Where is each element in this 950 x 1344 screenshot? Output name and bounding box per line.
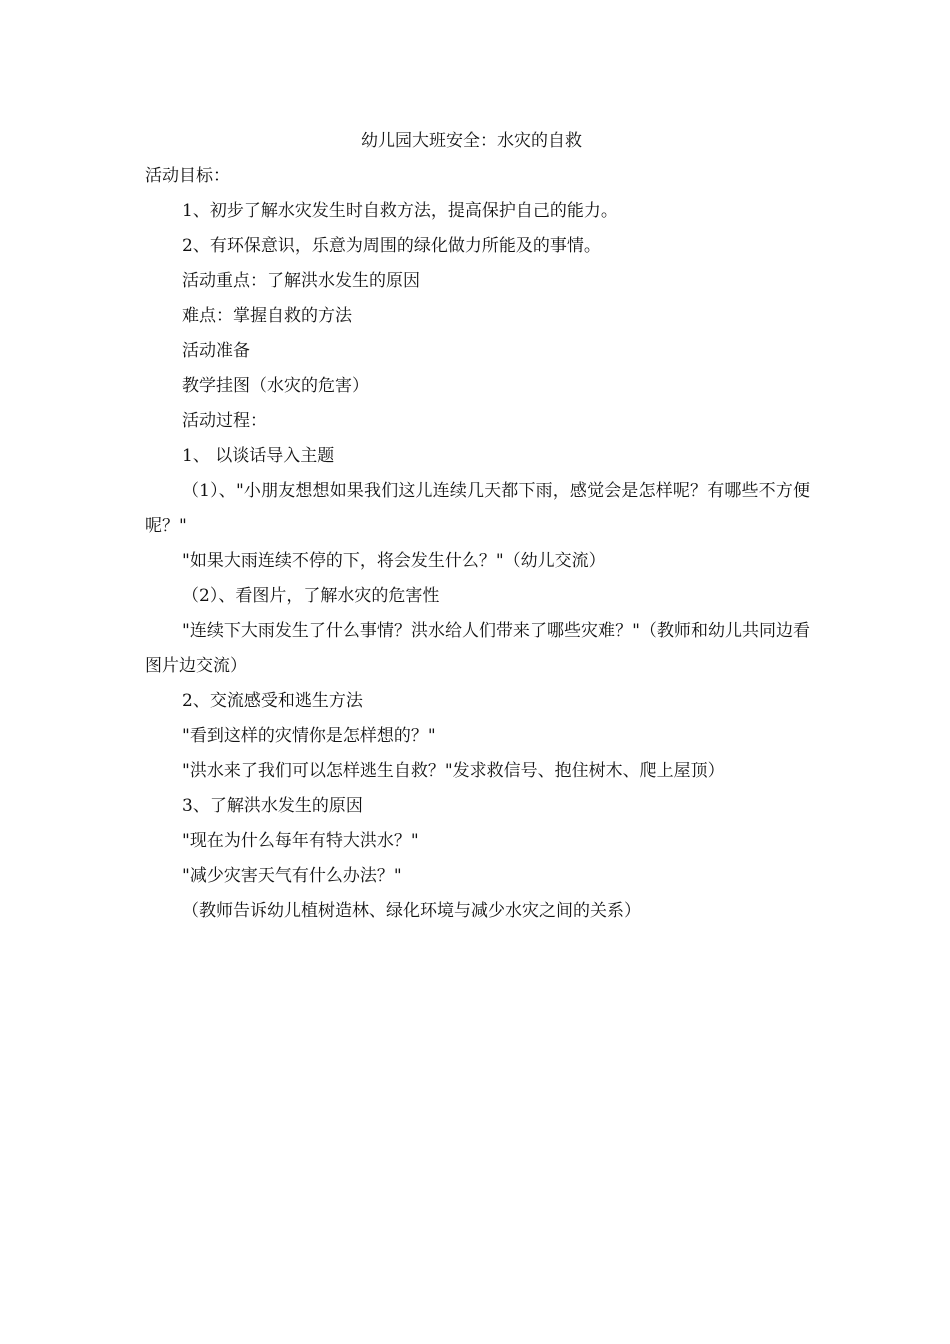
process-step-2-question-2: "洪水来了我们可以怎样逃生自救？"发求救信号、抱住树木、爬上屋顶） (182, 761, 725, 781)
process-step-3-question-1: "现在为什么每年有特大洪水？" (182, 831, 419, 851)
process-step-3-note: （教师告诉幼儿植树造林、绿化环境与减少水灾之间的关系） (182, 901, 641, 921)
section-heading-preparation: 活动准备 (182, 341, 250, 361)
goal-item-2: 2、有环保意识，乐意为周围的绿化做力所能及的事情。 (182, 236, 601, 256)
process-step-1: 1、 以谈话导入主题 (182, 446, 335, 466)
process-step-2-question-1: "看到这样的灾情你是怎样想的？" (182, 726, 436, 746)
key-point: 活动重点：了解洪水发生的原因 (182, 271, 420, 291)
process-step-3-question-2: "减少灾害天气有什么办法？" (182, 866, 402, 886)
process-paragraph-1-2: （2）、看图片，了解水灾的危害性 (182, 586, 440, 606)
process-paragraph-1-1: （1）、"小朋友想想如果我们这儿连续几天都下雨，感觉会是怎样呢？有哪些不方便呢？" (145, 481, 810, 536)
section-heading-process: 活动过程： (182, 411, 267, 431)
section-heading-goals: 活动目标： (145, 166, 230, 186)
process-paragraph-1-question: "如果大雨连续不停的下，将会发生什么？"（幼儿交流） (182, 551, 606, 571)
difficulty: 难点：掌握自救的方法 (182, 306, 352, 326)
process-paragraph-1-2-question: "连续下大雨发生了什么事情？洪水给人们带来了哪些灾难？"（教师和幼儿共同边看图片边交流） (145, 621, 810, 676)
goal-item-1: 1、初步了解水灾发生时自救方法，提高保护自己的能力。 (182, 201, 618, 221)
process-step-3: 3、了解洪水发生的原因 (182, 796, 363, 816)
process-step-2: 2、交流感受和逃生方法 (182, 691, 363, 711)
document-title: 幼儿园大班安全：水灾的自救 (361, 131, 582, 151)
document-body (145, 124, 810, 929)
preparation-item: 教学挂图（水灾的危害） (182, 376, 369, 396)
